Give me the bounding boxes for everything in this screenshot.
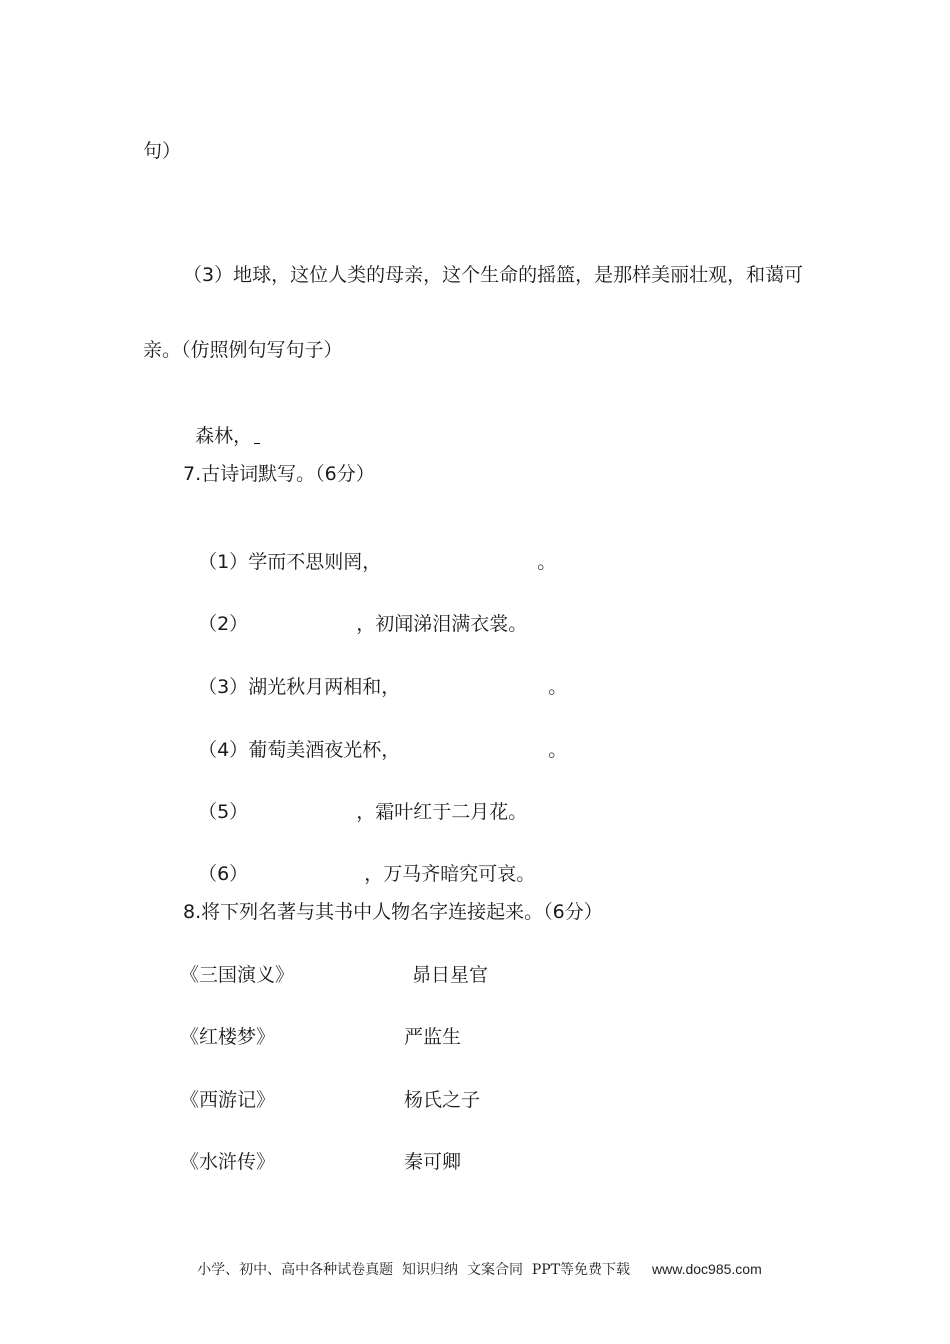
poem-item-2 <box>186 588 527 636</box>
poem-line-after: ，万马齐暗究可哀。 <box>364 863 536 885</box>
footer-text: 小学、初中、高中各种试卷真题 知识归纳 文案合同 PPT等免费下载 <box>197 1262 631 1278</box>
poem-item-number: （3） <box>198 676 249 698</box>
character-item[interactable]: 严监生 <box>404 1026 462 1048</box>
rewrite-answer-prefix: 森林， <box>195 425 253 447</box>
poem-item-1 <box>186 526 556 574</box>
character-item[interactable]: 杨氏之子 <box>404 1089 481 1111</box>
poem-line-after: ，初闻涕泪满衣裳。 <box>356 613 528 635</box>
poem-item-number: （4） <box>198 739 249 761</box>
poem-line-before: 湖光秋月两相和， <box>248 676 401 698</box>
book-item[interactable]: 《三国演义》 <box>180 964 295 986</box>
poem-line-before: 学而不思则罔， <box>248 551 382 573</box>
poem-item-5 <box>186 776 527 824</box>
poem-item-4 <box>186 714 567 762</box>
book-item[interactable]: 《红楼梦》 <box>180 1026 276 1048</box>
poem-item-number: （6） <box>198 863 249 885</box>
rewrite-answer-line[interactable] <box>183 400 260 448</box>
q7-title: 7.古诗词默写。（6分） <box>183 463 375 485</box>
answer-blank[interactable] <box>254 443 260 444</box>
poem-item-6 <box>186 838 535 886</box>
q8-title: 8.将下列名著与其书中人物名字连接起来。（6分） <box>183 901 603 923</box>
book-item[interactable]: 《西游记》 <box>180 1089 276 1111</box>
character-item[interactable]: 秦可卿 <box>404 1151 462 1173</box>
poem-line-after: 。 <box>548 739 568 761</box>
rewrite-prompt-line2: 亲。（仿照例句写句子） <box>143 339 343 361</box>
poem-item-number: （1） <box>198 551 249 573</box>
poem-line-after: ，霜叶红于二月花。 <box>356 801 528 823</box>
footer-url-link[interactable]: www.doc985.com <box>652 1261 762 1277</box>
poem-line-before: 葡萄美酒夜光杯， <box>248 739 401 761</box>
rewrite-prompt-line1: （3）地球，这位人类的母亲，这个生命的摇篮，是那样美丽壮观，和蔼可 <box>183 264 804 286</box>
book-item[interactable]: 《水浒传》 <box>180 1151 276 1173</box>
poem-item-number: （5） <box>198 801 249 823</box>
poem-line-after: 。 <box>537 551 557 573</box>
character-item[interactable]: 昴日星官 <box>412 964 489 986</box>
sentence-tail: 句） <box>143 140 182 162</box>
poem-item-number: （2） <box>198 613 249 635</box>
poem-line-after: 。 <box>548 676 568 698</box>
poem-item-3 <box>186 651 567 699</box>
page-footer <box>0 1243 950 1279</box>
